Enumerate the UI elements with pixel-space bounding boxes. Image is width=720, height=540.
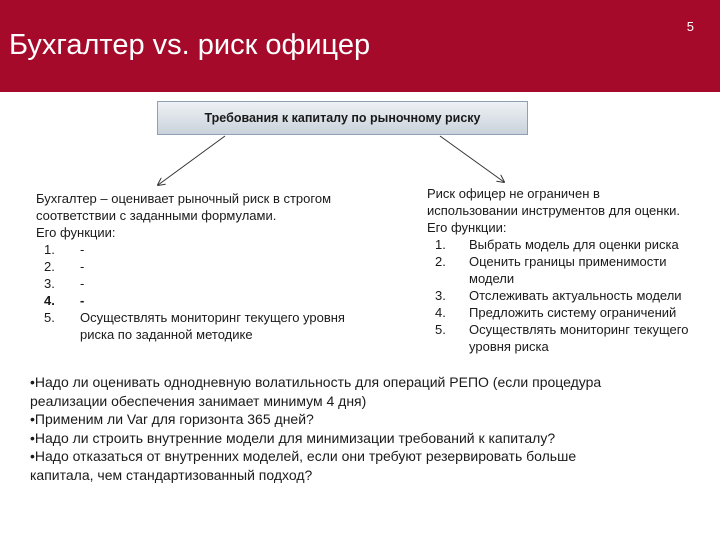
list-item-continuation: уровня риска	[469, 339, 549, 354]
list-item: 3. -	[44, 276, 85, 291]
accountant-column	[36, 190, 345, 343]
list-item: 1. Выбрать модель для оценки риска	[435, 237, 679, 252]
list-item: 5. Осуществлять мониторинг текущего	[435, 322, 689, 337]
arrow-left	[158, 136, 225, 185]
accountant-functions-list	[36, 241, 345, 343]
list-item: 3. Отслеживать актуальность модели	[435, 288, 682, 303]
question-line: реализации обеспечения занимает минимум 4 дня)	[30, 392, 367, 409]
question-line: •Надо ли строить внутренние модели для минимизации требований к капиталу?	[30, 429, 556, 446]
list-item: 4. -	[44, 293, 85, 308]
discussion-questions	[30, 373, 700, 485]
page-number: 5	[686, 19, 694, 34]
slide-header	[0, 0, 720, 92]
accountant-functions-heading: Его функции:	[36, 225, 116, 240]
accountant-intro-line-2: соответствии с заданными формулами.	[36, 208, 277, 223]
question-line: •Надо отказаться от внутренних моделей, если они требуют резервировать больше	[30, 448, 577, 465]
capital-requirements-box: Требования к капиталу по рыночному риску	[157, 101, 528, 135]
arrow-right	[440, 136, 504, 182]
list-item: 2. -	[44, 259, 85, 274]
list-item: 5. Осуществлять мониторинг текущего уровня	[44, 310, 345, 325]
list-item-continuation: риска по заданной методике	[80, 327, 253, 342]
list-item: 4. Предложить систему ограничений	[435, 305, 677, 320]
list-item: 2. Оценить границы применимости	[435, 254, 667, 269]
list-item: 1. -	[44, 242, 85, 257]
accountant-intro-line-1: Бухгалтер – оценивает рыночный риск в строгом	[36, 191, 332, 206]
risk-officer-intro-line-1: Риск офицер не ограничен в	[427, 186, 600, 201]
list-item-continuation: модели	[469, 271, 515, 286]
question-line: •Применим ли Var для горизонта 365 дней?	[30, 411, 314, 428]
risk-officer-functions-list	[427, 236, 688, 355]
risk-officer-column	[427, 185, 688, 355]
slide-title: Бухгалтер vs. риск офицер	[9, 29, 371, 61]
question-line: •Надо ли оценивать однодневную волатильность для операций РЕПО (если процедура	[30, 374, 602, 390]
question-line: капитала, чем стандартизованный подход?	[30, 466, 313, 483]
risk-officer-functions-heading: Его функции:	[427, 220, 507, 235]
risk-officer-intro-line-2: использовании инструментов для оценки.	[427, 203, 681, 218]
